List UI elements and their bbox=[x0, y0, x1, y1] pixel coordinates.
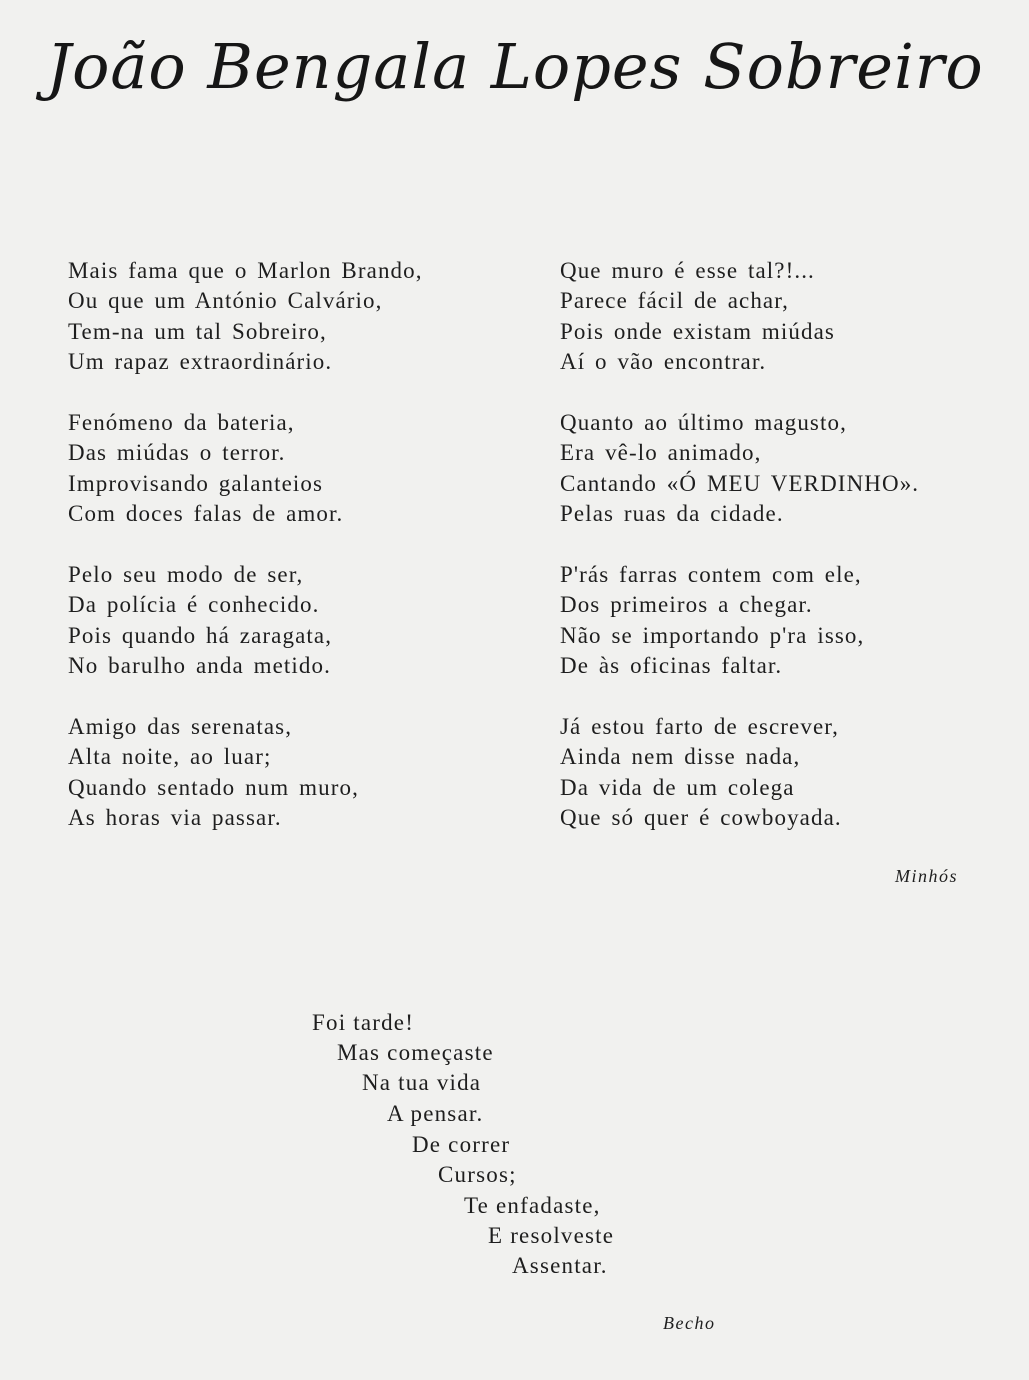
verse-line: De às oficinas faltar. bbox=[560, 653, 783, 679]
stanza bbox=[68, 256, 528, 378]
stanza bbox=[68, 560, 528, 682]
page-title: João Bengala Lopes Sobreiro bbox=[46, 30, 984, 103]
staircase-poem bbox=[0, 1010, 1029, 1290]
stanza bbox=[68, 712, 528, 834]
verse-line: Tem-na um tal Sobreiro, bbox=[68, 318, 327, 344]
verse-line: Já estou farto de escrever, bbox=[560, 714, 839, 740]
stanza bbox=[68, 408, 528, 530]
poem-left-column bbox=[68, 256, 528, 864]
verse-line: Quando sentado num muro, bbox=[68, 774, 359, 800]
verse-line: Quanto ao último magusto, bbox=[560, 410, 847, 436]
verse-line: Dos primeiros a chegar. bbox=[560, 592, 813, 618]
verse-line: Mais fama que o Marlon Brando, bbox=[68, 258, 423, 283]
verse-line: No barulho anda metido. bbox=[68, 653, 331, 679]
verse-line: Pelo seu modo de ser, bbox=[68, 562, 304, 588]
verse-line: De correr bbox=[412, 1132, 511, 1157]
verse-line: Pois onde existam miúdas bbox=[560, 318, 835, 344]
verse-line: Não se importando p'ra isso, bbox=[560, 622, 865, 648]
verse-line: As horas via passar. bbox=[68, 805, 282, 831]
author-signature: Minhós bbox=[895, 866, 958, 886]
verse-line: Ainda nem disse nada, bbox=[560, 744, 801, 770]
verse-line: Que muro é esse tal?!... bbox=[560, 258, 815, 283]
author-signature: Becho bbox=[663, 1313, 716, 1333]
verse-line: E resolveste bbox=[488, 1223, 615, 1248]
verse-line: Parece fácil de achar, bbox=[560, 288, 789, 314]
verse-line: Cursos; bbox=[438, 1162, 517, 1187]
verse-line: Alta noite, ao luar; bbox=[68, 744, 272, 770]
verse-line: Das miúdas o terror. bbox=[68, 440, 286, 466]
verse-line: P'rás farras contem com ele, bbox=[560, 562, 862, 588]
stanza bbox=[560, 256, 1010, 378]
verse-line: Mas começaste bbox=[337, 1040, 494, 1065]
verse-line: Amigo das serenatas, bbox=[68, 714, 293, 740]
verse-line: Na tua vida bbox=[362, 1070, 482, 1095]
verse-line: Cantando «Ó MEU VERDINHO». bbox=[560, 470, 920, 496]
verse-line: Um rapaz extraordinário. bbox=[68, 349, 333, 375]
verse-line: Improvisando galanteios bbox=[68, 470, 324, 496]
verse-line: A pensar. bbox=[387, 1101, 484, 1126]
verse-line: Fenómeno da bateria, bbox=[68, 410, 295, 436]
poem-right-column bbox=[560, 256, 1010, 864]
verse-line: Da vida de um colega bbox=[560, 774, 795, 800]
verse-line: Te enfadaste, bbox=[464, 1193, 601, 1218]
stanza bbox=[560, 408, 1010, 530]
verse-line: Que só quer é cowboyada. bbox=[560, 805, 842, 831]
verse-line: Era vê-lo animado, bbox=[560, 440, 762, 466]
verse-line: Da polícia é conhecido. bbox=[68, 592, 320, 618]
stanza bbox=[560, 712, 1010, 834]
verse-line: Assentar. bbox=[512, 1253, 608, 1278]
stanza bbox=[560, 560, 1010, 682]
verse-line: Ou que um António Calvário, bbox=[68, 288, 383, 314]
verse-line: Foi tarde! bbox=[312, 1010, 415, 1035]
verse-line: Aí o vão encontrar. bbox=[560, 349, 767, 375]
verse-line: Pois quando há zaragata, bbox=[68, 622, 333, 648]
verse-line: Com doces falas de amor. bbox=[68, 501, 344, 527]
verse-line: Pelas ruas da cidade. bbox=[560, 501, 784, 527]
